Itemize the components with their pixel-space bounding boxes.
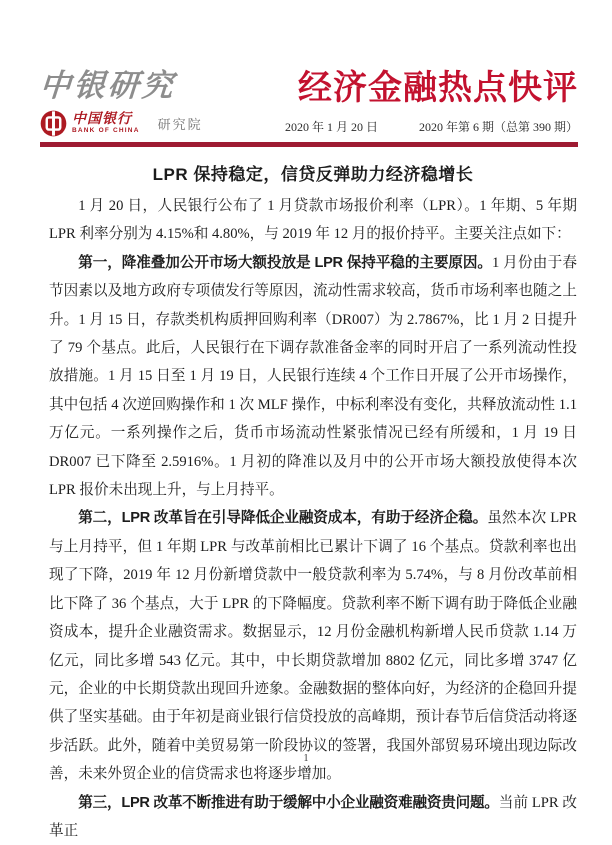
date-issue-line	[285, 118, 578, 135]
paragraph-intro	[49, 192, 577, 249]
boc-english-name: BANK OF CHINA	[72, 127, 140, 135]
issue-number: 2020 年第 6 期（总第 390 期）	[418, 120, 578, 134]
paragraph-lead: 第三，LPR 改革不断推进有助于缓解中小企业融资难融资贵问题。	[78, 794, 499, 811]
article-title: LPR 保持稳定，信贷反弹助力经济稳增长	[152, 165, 474, 184]
boc-chinese-name: 中国银行	[72, 111, 132, 128]
bank-of-china-logo	[40, 110, 140, 137]
paragraph-point-3	[49, 789, 577, 845]
header-divider-rule	[40, 142, 578, 147]
research-institute-label: 研究院	[157, 117, 203, 132]
boc-research-calligraphy-logo: 中银研究	[38, 68, 178, 104]
paragraph-point-2	[49, 504, 577, 788]
logo-row	[40, 110, 578, 142]
paragraph-text: 虽然本次 LPR 与上月持平，但 1 年期 LPR 与改革前相比已累计下调了 16 个基点。贷款利率也出现了下降，2019 年 12 月份新增贷款中一般贷款利率为 5.74%，与 8 月份改革前相比下降了 36 个基点，大于 LPR 的下降幅度。贷款利率不断下调有助于降低企业融资成本，提升企业融资需求。数据显示，12 月份金融机构新增人民币贷款 1.14 万亿元，同比多增 543 亿元。其中，中长期贷款增加 8802 亿元，同比多增 3747 亿元，企业的中长期贷款出现回升迹象。金融数据的整体向好，为经济的企稳回升提供了坚实基础。由于年初是商业银行信贷投放的高峰期，预计春节后信贷活动将逐步活跃。此外，随着中美贸易第一阶段协议的签署，我国外部贸易环境出现边际改善，未来外贸企业的信贷需求也将逐步增加。	[49, 510, 577, 783]
article-body	[49, 192, 577, 845]
boc-wordmark	[72, 112, 140, 135]
paragraph-point-1	[49, 249, 577, 505]
page-number: 1	[303, 753, 309, 764]
paragraph-lead: 第二，LPR 改革旨在引导降低企业融资成本，有助于经济企稳。	[78, 510, 488, 527]
masthead-title: 经济金融热点快评	[298, 69, 578, 107]
boc-coin-icon	[40, 110, 67, 137]
paragraph-text: 1 月份由于春节因素以及地方政府专项债发行等原因，流动性需求较高，货币市场利率也随之上升。1 月 15 日，存款类机构质押回购利率（DR007）为 2.7867%，比 1 月 2 日提升了 79 个基点。此后，人民银行在下调存款准备金率的同时开启了一系列流动性投放措施。1 月 15 日至 1 月 19 日，人民银行连续 4 个工作日开展了公开市场操作，其中包括 4 次逆回购操作和 1 次 MLF 操作，中标利率没有变化，共释放流动性 1.1 万亿元。一系列操作之后，货币市场流动性紧张情况已经有所缓和，1 月 19 日 DR007 已下降至 2.5916%。1 月初的降准以及月中的公开市场大额投放使得本次 LPR 报价未出现上升，与上月持平。	[49, 254, 577, 499]
paragraph-text: 1 月 20 日，人民银行公布了 1 月贷款市场报价利率（LPR）。1 年期、5 年期 LPR 利率分别为 4.15%和 4.80%，与 2019 年 12 月的报价持平。主要关注点如下：	[49, 198, 577, 243]
paragraph-lead: 第一，降准叠加公开市场大额投放是 LPR 保持平稳的主要原因。	[78, 254, 492, 271]
paragraph-text: 当前 LPR 改革正	[49, 794, 577, 839]
publication-date: 2020 年 1 月 20 日	[284, 120, 378, 134]
